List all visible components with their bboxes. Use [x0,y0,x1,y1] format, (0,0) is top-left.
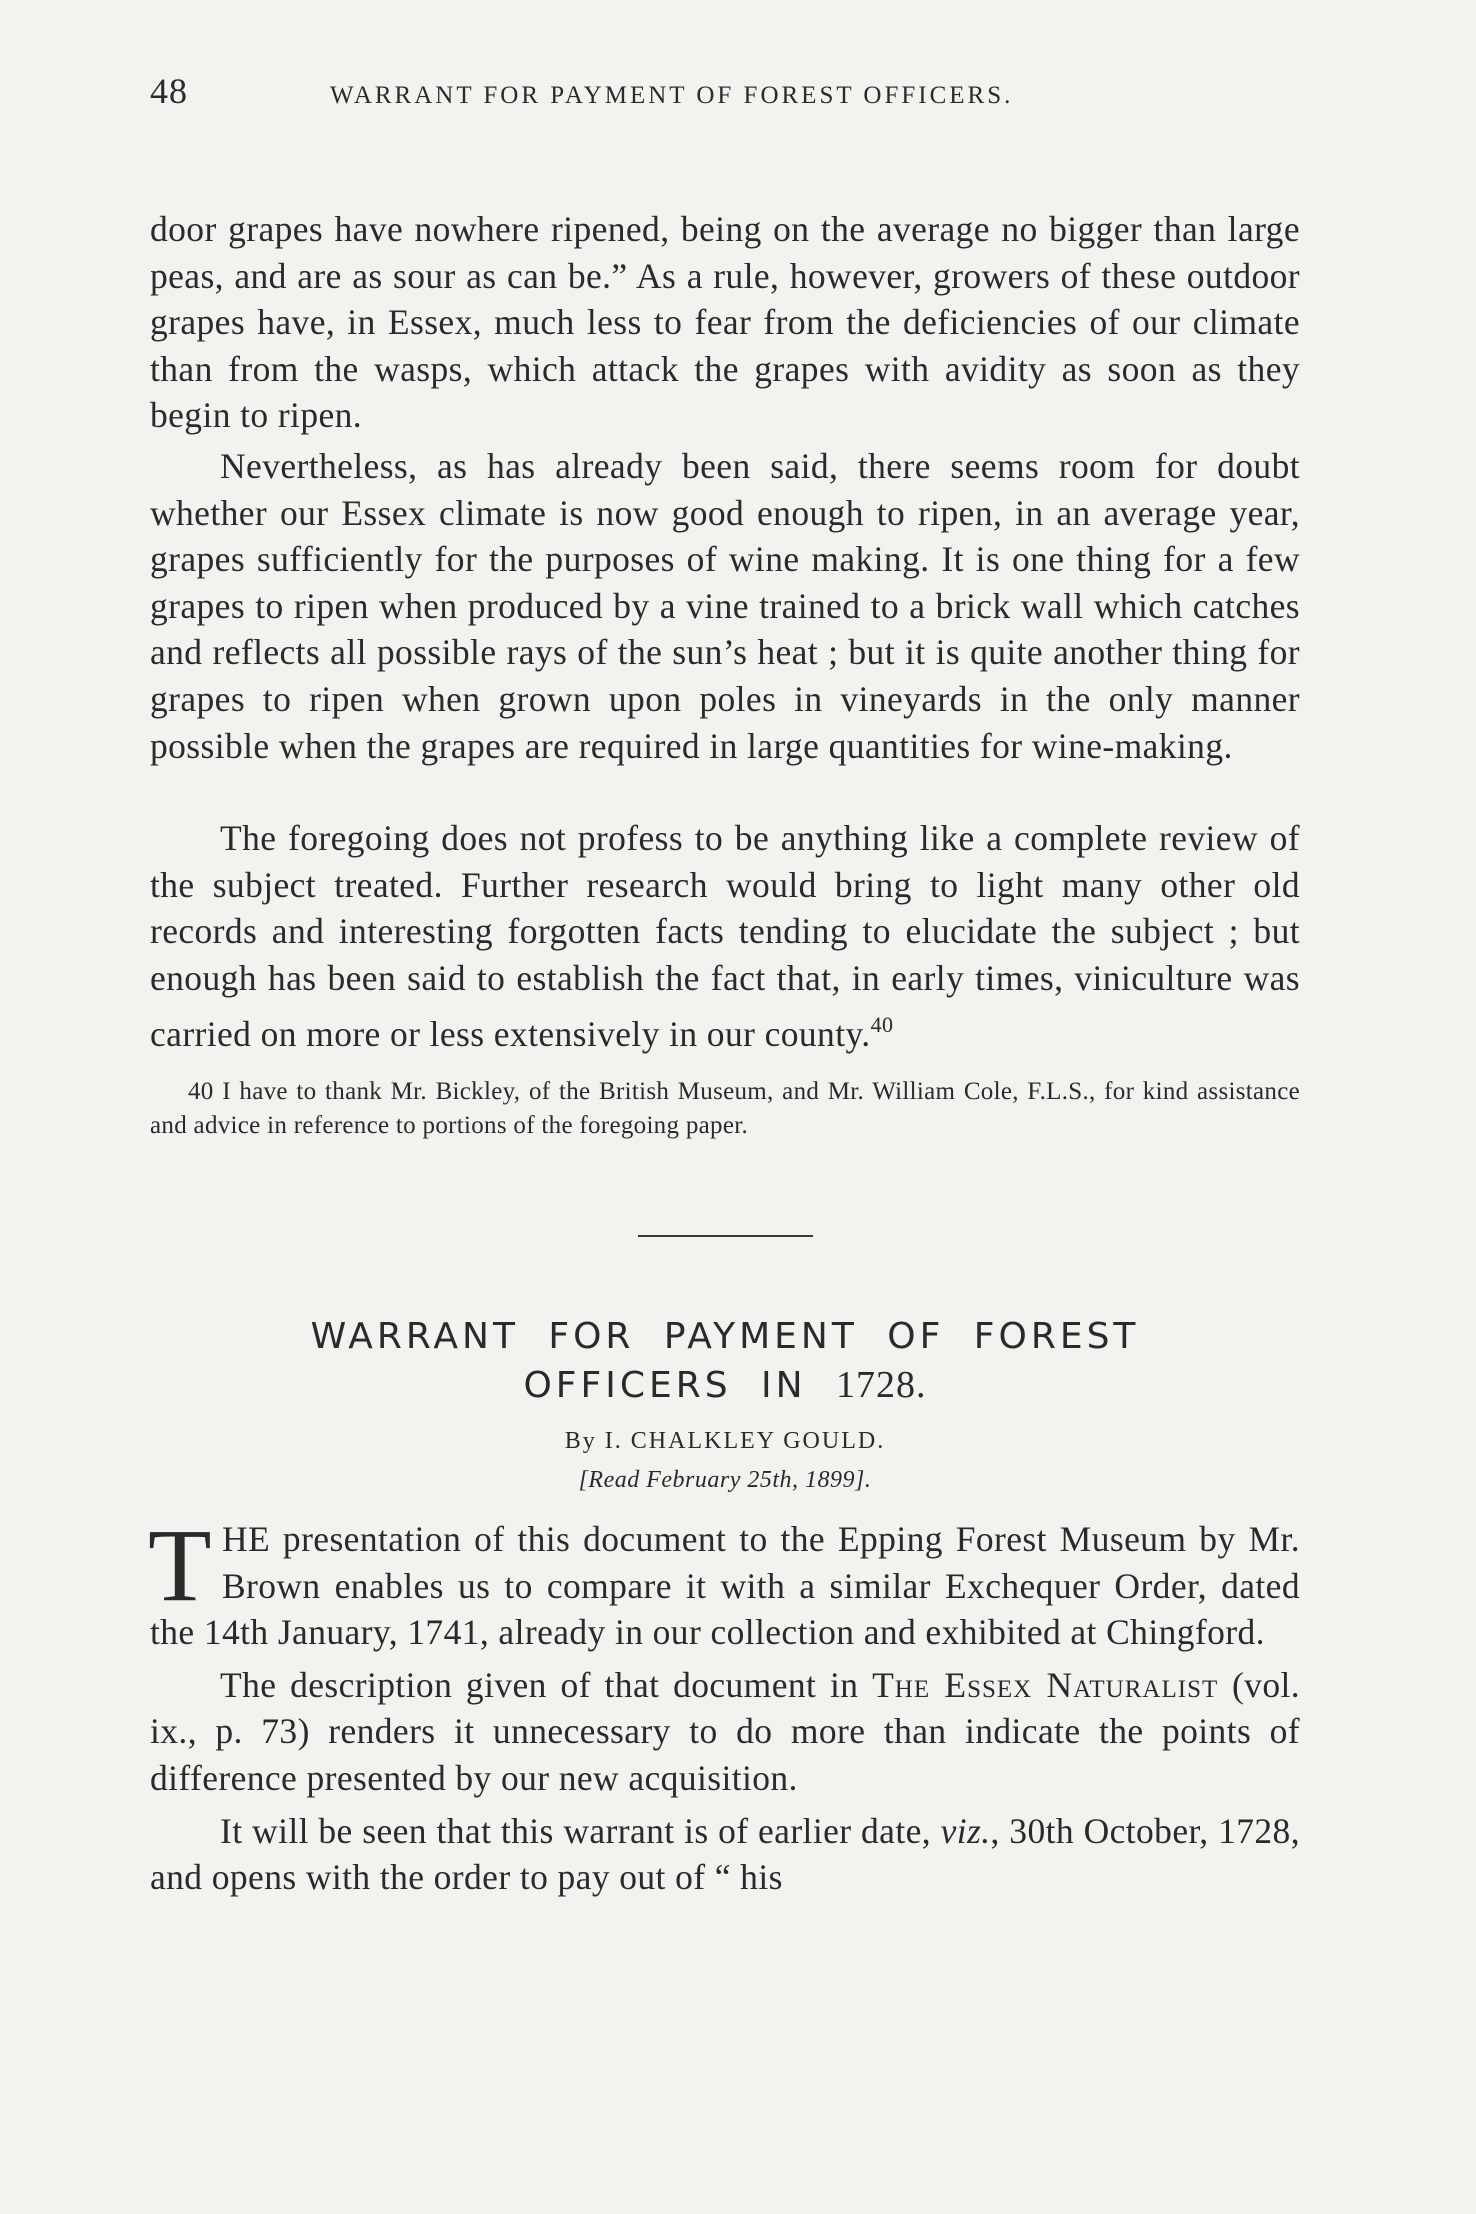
article-title-officers: OFFICERS IN [523,1365,807,1407]
section-divider [638,1235,813,1237]
page-number: 48 [150,71,188,111]
article-title [150,1313,1300,1410]
document-page [150,70,1300,1901]
footnote-reference: 40 [870,1011,894,1037]
drop-cap: T [148,1508,212,1624]
paragraph-4 [148,1508,1300,1656]
paragraph-3 [150,815,1300,1057]
article-title-year: 1728. [836,1364,927,1407]
article-title-line-2 [150,1361,1300,1410]
running-head [150,70,1300,130]
paragraph-1: door grapes have nowhere ripened, being on the average no bigger than large peas, and are as sour as can be.” As a rule, however, growers of these outdoor grapes have, in Essex, much less to fear from the deficiencies of our climate than from the wasps, which attack the grapes with avidity as soon as they begin to ripen. [150,209,1300,436]
paragraph-6 [150,1808,1300,1901]
footnote: 40 I have to thank Mr. Bickley, of the British Museum, and Mr. William Cole, F.L.S., for kind assistance and advice in reference to portions of the foregoing paper. [150,1078,1300,1140]
paragraph-5-start: The description given of that document in [220,1664,873,1705]
running-title: WARRANT FOR PAYMENT OF FOREST OFFICERS. [330,82,1014,109]
body-text [150,206,1300,1057]
byline: By I. CHALKLEY GOULD. [564,1428,886,1455]
article-title-line-1: WARRANT FOR PAYMENT OF FOREST [310,1316,1140,1358]
paragraph-2: Nevertheless, as has already been said, there seems room for doubt whether our Essex climate is now good enough to ripen, in an average year, grapes sufficiently for the purposes of wine making. It is one thing for a few grapes to ripen when produced by a vine trained to a brick wall which catches and reflects all possible rays of the sun’s heat ; but it is quite another thing for grapes to ripen when grown upon poles in vineyards in the only manner possible when the grapes are required in large quantities for wine-making. [150,445,1300,766]
paragraph-5-end: (vol. ix., p. 73) renders it unnecessary to do more than indicate the points of difference presented by our new acquisition. [150,1664,1301,1799]
paragraph-3-text: The foregoing does not profess to be anything like a complete review of the subject treated. Further research would bring to light many other old records and interesting forgotten facts tending to elucidate the subject ; but enough has been said to establish the fact that, in early times, viniculture was carried on more or less extensively in our county. [150,818,1300,1054]
journal-title: The Essex Naturalist [872,1664,1219,1705]
paragraph-6-end: , 30th October, 1728, and opens with the order to pay out of “ his [150,1810,1300,1898]
article-body [148,1508,1301,1901]
paragraph-4-text: HE presentation of this document to the Epping Forest Museum by Mr. Brown enables us to compare it with a similar Exchequer Order, dated the 14th January, 1741, already in our collection and exhibited at Chingford. [150,1519,1300,1653]
paragraph-6-start: It will be seen that this warrant is of earlier date, [220,1810,941,1851]
viz-italic: viz. [940,1810,991,1851]
paragraph-5 [150,1662,1300,1802]
read-date: [Read February 25th, 1899]. [578,1467,872,1494]
